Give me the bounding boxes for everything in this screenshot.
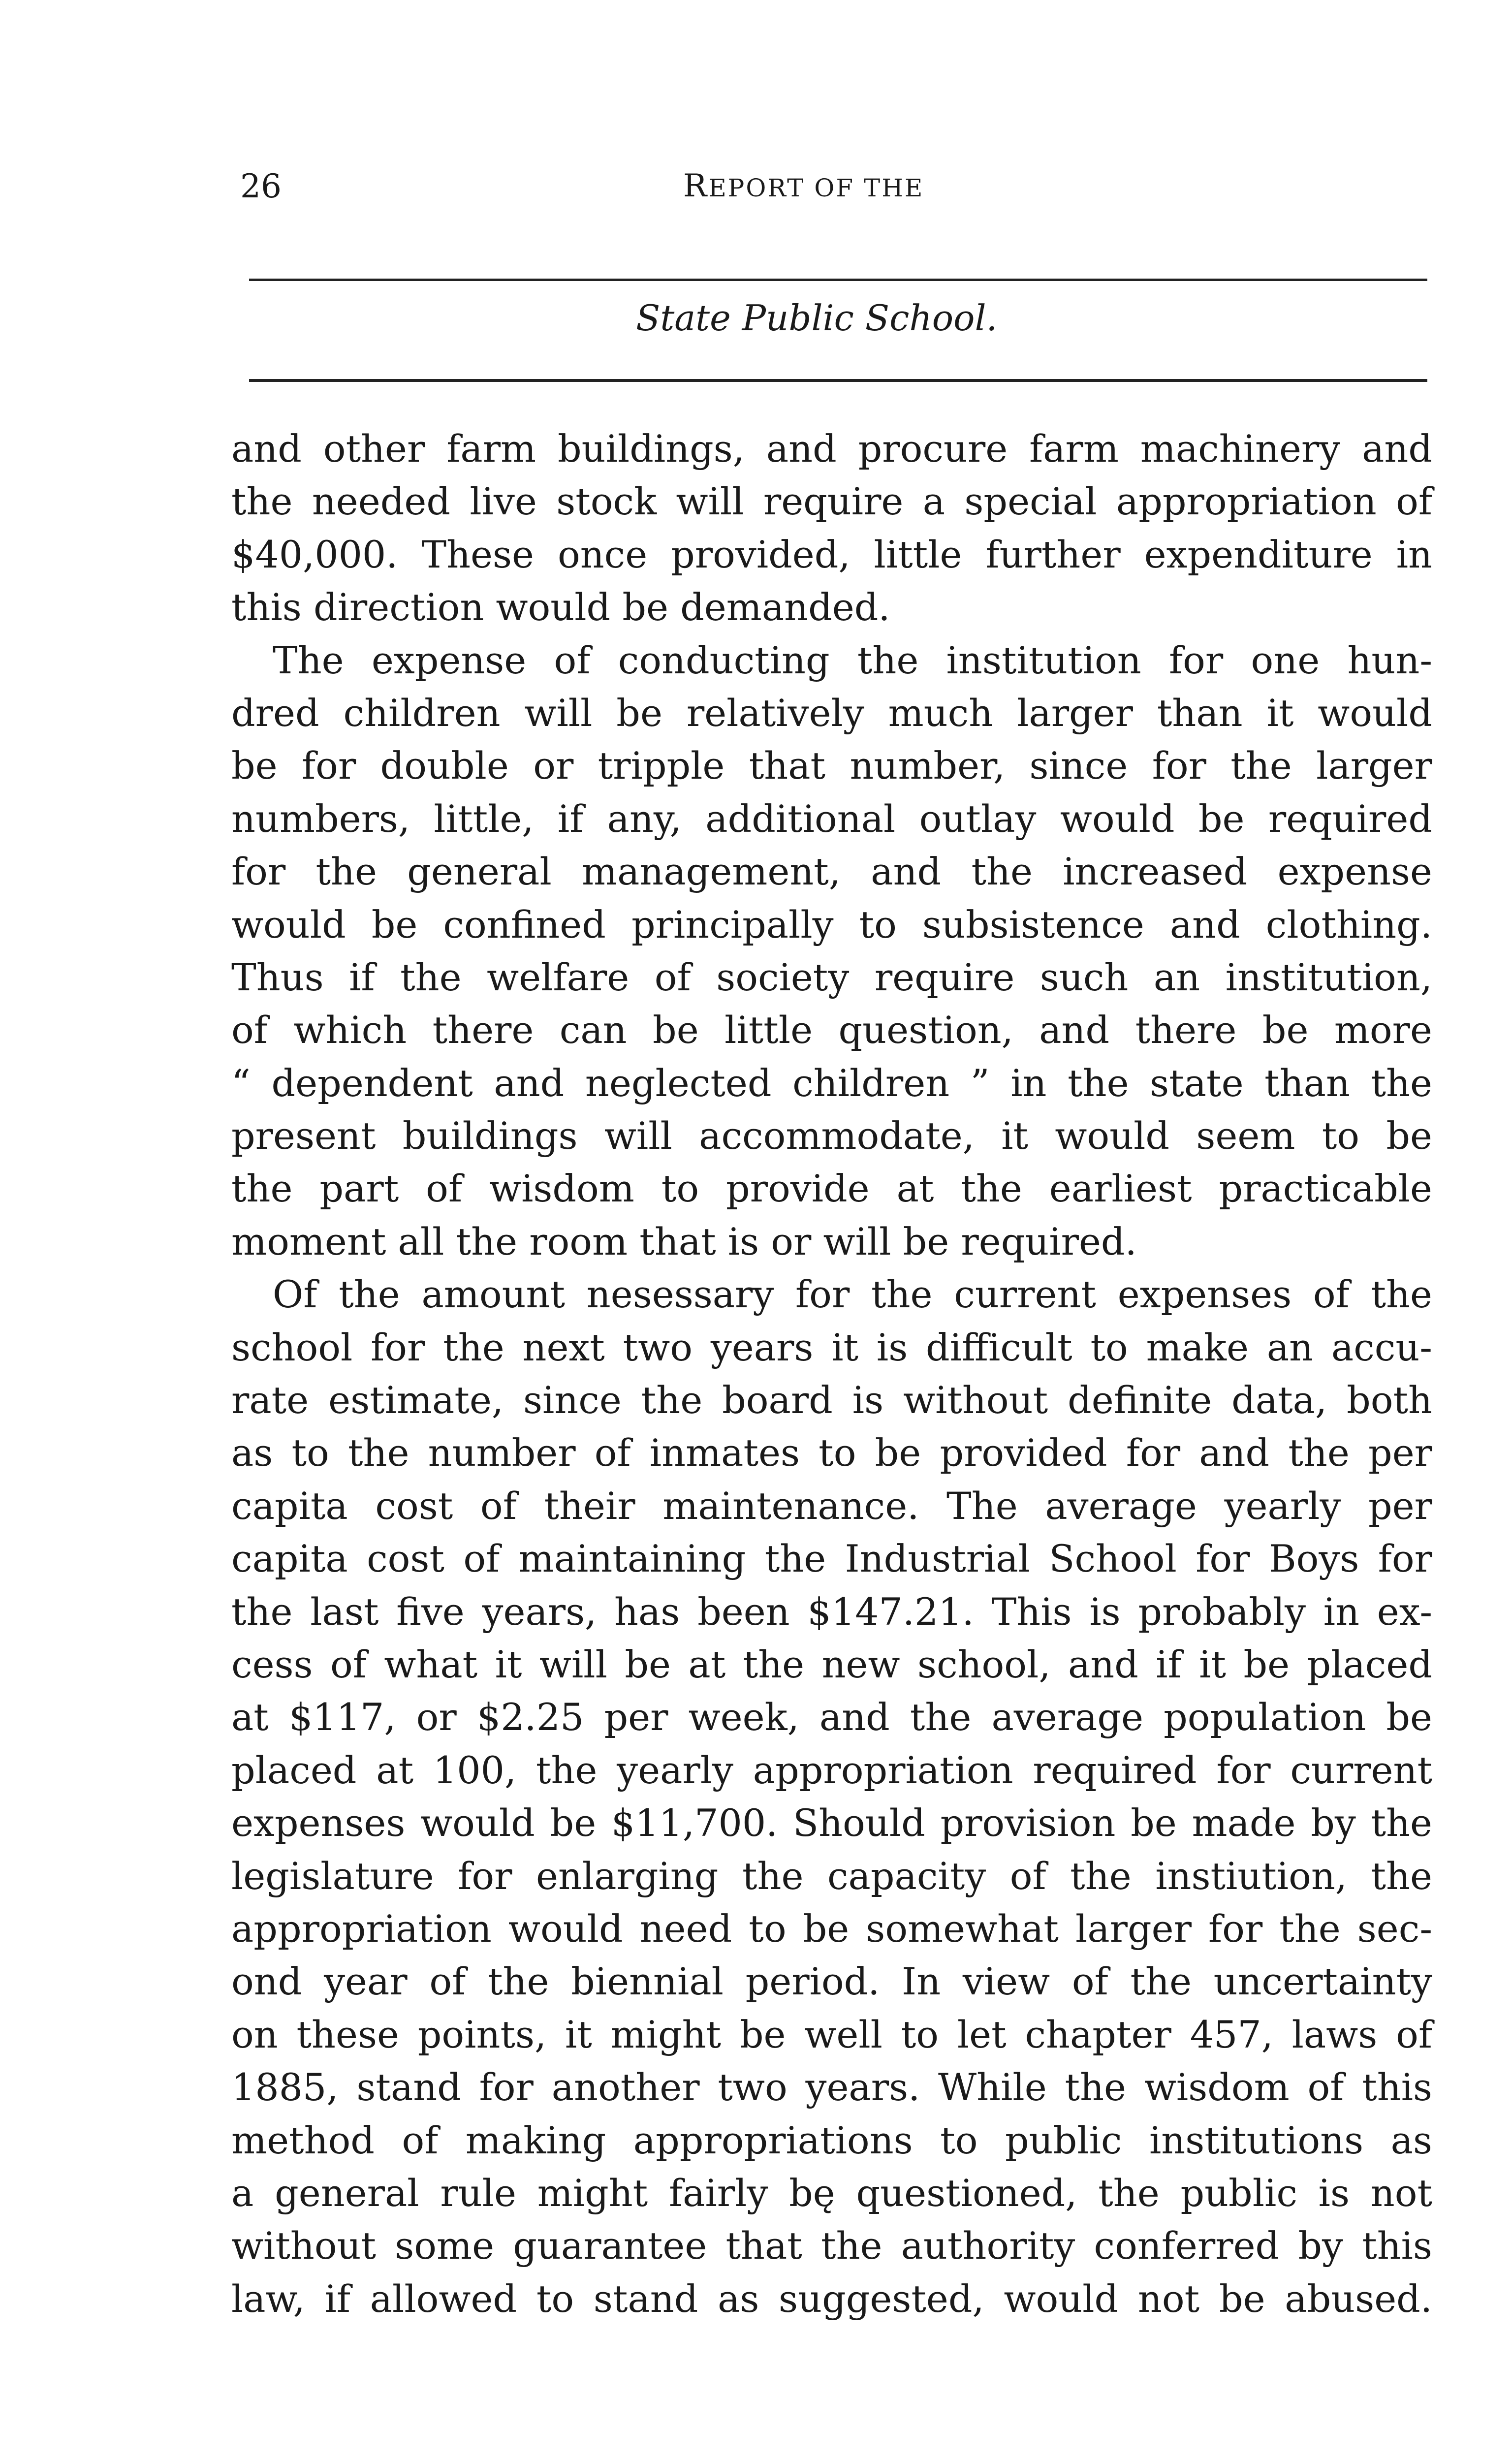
text-line: for the general management, and the increased expense bbox=[231, 850, 1432, 894]
text-line: this direction would be demanded. bbox=[231, 585, 890, 630]
text-line: capita cost of maintaining the Industrial School for Boys for bbox=[231, 1537, 1432, 1581]
text-line: legislature for enlarging the capacity of the instiution, the bbox=[231, 1854, 1432, 1898]
section-title: State Public School. bbox=[636, 297, 998, 339]
text-line: the part of wisdom to provide at the earliest practicable bbox=[231, 1167, 1432, 1211]
text-line: expenses would be $11,700. Should provision be made by the bbox=[231, 1801, 1432, 1845]
text-line: 1885, stand for another two years. While the wisdom of this bbox=[231, 2065, 1432, 2110]
text-line: the needed live stock will require a special appropriation of bbox=[231, 479, 1432, 524]
text-line: be for double or tripple that number, since for the larger bbox=[231, 744, 1432, 788]
text-line: numbers, little, if any, additional outlay would be required bbox=[231, 796, 1432, 841]
running-head-initial: R bbox=[683, 168, 709, 204]
text-line: at $117, or $2.25 per week, and the average population be bbox=[231, 1695, 1432, 1739]
text-line: school for the next two years it is difficult to make an accu- bbox=[231, 1325, 1432, 1369]
top-rule bbox=[249, 279, 1427, 281]
text-line: placed at 100, the yearly appropriation required for current bbox=[231, 1748, 1432, 1792]
text-line: cess of what it will be at the new school, and if it be placed bbox=[231, 1642, 1432, 1686]
text-line: without some guarantee that the authority conferred by this bbox=[231, 2224, 1432, 2268]
text-line: $40,000. These once provided, little further expenditure in bbox=[231, 532, 1432, 576]
text-line: appropriation would need to be somewhat larger for the sec- bbox=[231, 1906, 1432, 1951]
text-line: moment all the room that is or will be required. bbox=[231, 1219, 1137, 1263]
running-head bbox=[683, 170, 924, 202]
text-line: on these points, it might be well to let chapter 457, laws of bbox=[231, 2012, 1432, 2056]
text-line: Thus if the welfare of society require such an institution, bbox=[231, 955, 1432, 999]
text-line: Of the amount nesessary for the current expenses of the bbox=[273, 1272, 1432, 1317]
text-line: dred children will be relatively much larger than it would bbox=[231, 691, 1432, 735]
text-line: The expense of conducting the institution for one hun- bbox=[273, 638, 1432, 682]
running-head-rest: EPORT OF THE bbox=[708, 174, 924, 202]
text-line: a general rule might fairly bę questioned, the public is not bbox=[231, 2171, 1432, 2215]
bottom-rule bbox=[249, 379, 1427, 382]
text-line: of which there can be little question, and there be more bbox=[231, 1008, 1432, 1052]
text-line: “ dependent and neglected children ” in the state than the bbox=[231, 1061, 1432, 1105]
text-line: and other farm buildings, and procure farm machinery and bbox=[231, 427, 1432, 471]
page-number: 26 bbox=[240, 167, 282, 205]
body-text bbox=[231, 422, 1432, 2325]
text-line: capita cost of their maintenance. The average yearly per bbox=[231, 1483, 1432, 1528]
text-line: method of making appropriations to public institutions as bbox=[231, 2118, 1432, 2162]
text-line: rate estimate, since the board is without definite data, both bbox=[231, 1378, 1432, 1422]
text-line: would be confined principally to subsistence and clothing. bbox=[231, 902, 1432, 947]
text-line: the last five years, has been $147.21. This is probably in ex- bbox=[231, 1589, 1432, 1634]
text-line: law, if allowed to stand as suggested, would not be abused. bbox=[231, 2276, 1432, 2321]
text-line: present buildings will accommodate, it would seem to be bbox=[231, 1114, 1432, 1158]
text-line: as to the number of inmates to be provided for and the per bbox=[231, 1431, 1432, 1475]
text-line: ond year of the biennial period. In view of the uncertainty bbox=[231, 1959, 1432, 2004]
